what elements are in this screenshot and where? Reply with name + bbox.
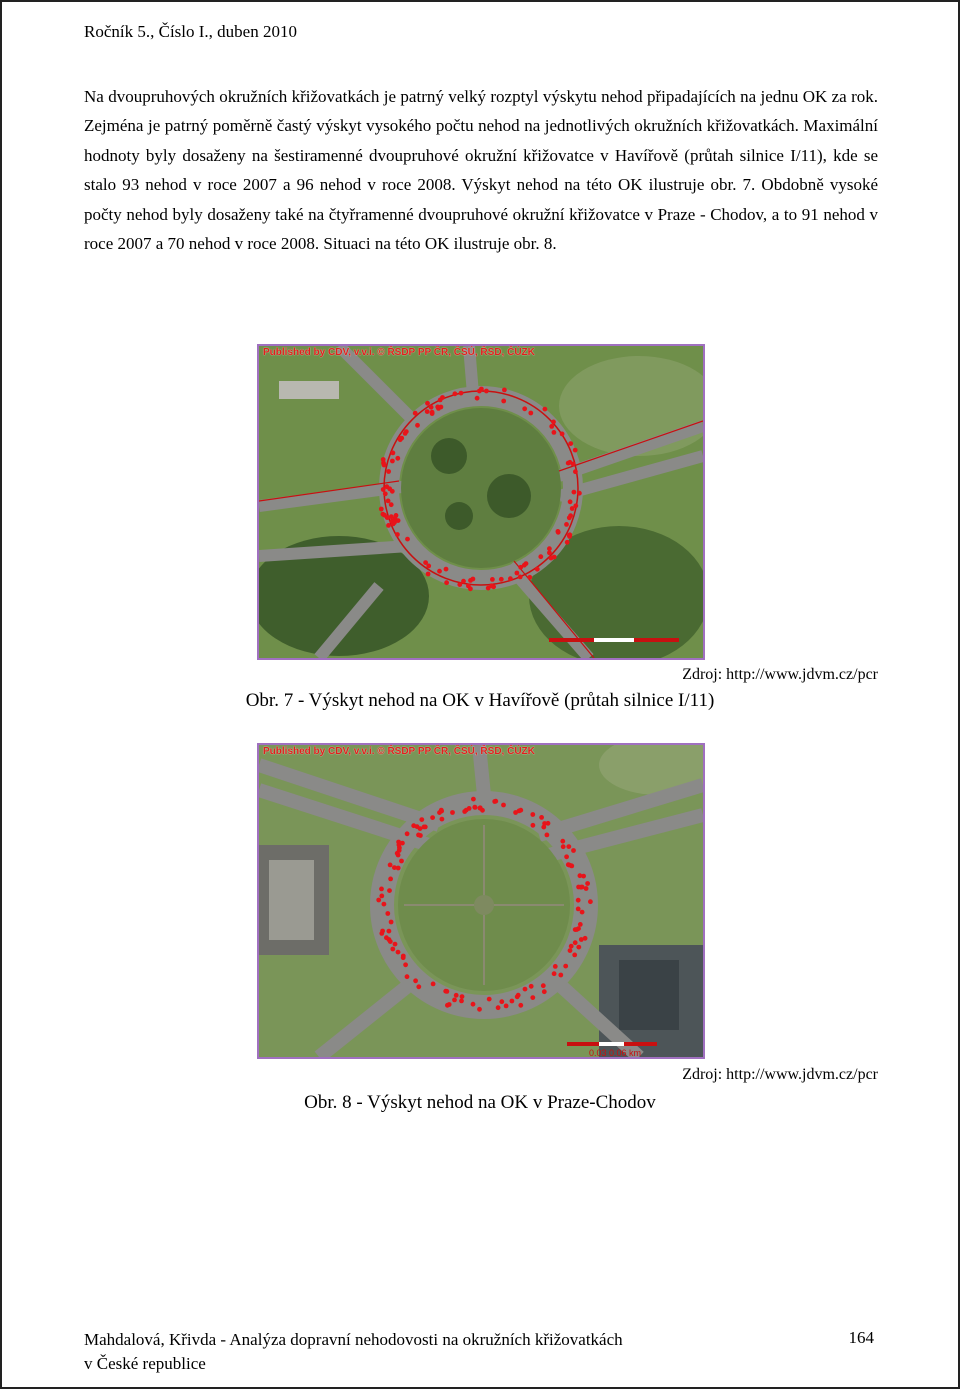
accident-dot <box>403 431 408 436</box>
accident-dot <box>508 576 513 581</box>
accident-dot <box>580 910 585 915</box>
accident-dot <box>552 430 557 435</box>
accident-dot <box>384 935 389 940</box>
accident-dot <box>431 982 436 987</box>
publisher-credit: Published by CDV, v.v.i. © ŘSDP PP ČR, ČSÚ, ŘSD, ČÚZK <box>263 347 535 358</box>
accident-dot <box>396 950 401 955</box>
accident-dot <box>545 833 550 838</box>
accident-dot <box>568 441 573 446</box>
accident-dot <box>468 578 473 583</box>
accident-dot <box>454 993 459 998</box>
accident-dot <box>515 571 520 576</box>
accident-dot <box>379 887 384 892</box>
accident-dot <box>395 851 400 856</box>
accident-dot <box>576 898 581 903</box>
accident-dot <box>416 984 421 989</box>
accident-dot <box>415 423 420 428</box>
accident-dot <box>573 469 578 474</box>
accident-dot <box>573 940 578 945</box>
accident-dot <box>459 999 464 1004</box>
accident-dot <box>565 540 570 545</box>
accident-dot <box>571 848 576 853</box>
accident-dot <box>384 484 389 489</box>
accident-dot <box>502 388 507 393</box>
accident-dot <box>386 523 391 528</box>
accident-dot <box>439 405 444 410</box>
accident-dot <box>387 888 392 893</box>
accident-dot <box>389 502 394 507</box>
accident-dot <box>535 567 540 572</box>
accident-dot <box>401 955 406 960</box>
accident-dot <box>386 469 391 474</box>
accident-dot <box>585 881 590 886</box>
accident-dot <box>552 555 557 560</box>
accident-dot <box>510 999 515 1004</box>
sentence: Na dvoupruhových okružních křižovatkách je patrný velký rozptyl výskytu nehod připadajících na jednu OK za rok. <box>84 87 878 106</box>
accident-dot <box>405 974 410 979</box>
accident-dot <box>527 575 532 580</box>
footer-line: v České republice <box>84 1354 206 1373</box>
accident-dot <box>387 929 392 934</box>
sentence: Výskyt nehod na této OK ilustruje obr. 7. <box>461 175 756 195</box>
accident-dot <box>429 405 434 410</box>
accident-dot <box>552 971 557 976</box>
accident-dot <box>530 995 535 1000</box>
accident-dot <box>541 983 546 988</box>
accident-dot <box>567 532 572 537</box>
accident-dot <box>573 448 578 453</box>
accident-dot <box>388 877 393 882</box>
accident-dot <box>395 456 400 461</box>
map-figure-havirov <box>257 344 705 660</box>
accident-dot <box>551 420 556 425</box>
accident-dot <box>568 948 573 953</box>
accident-dot <box>394 513 399 518</box>
accident-dot <box>570 506 575 511</box>
accident-dot <box>405 537 410 542</box>
accident-dot <box>566 844 571 849</box>
accident-dot <box>518 575 523 580</box>
accident-dot <box>382 902 387 907</box>
accident-dot <box>399 859 404 864</box>
accident-dot <box>564 854 569 859</box>
accident-dot <box>490 577 495 582</box>
accident-dot <box>461 579 466 584</box>
accident-dot <box>419 817 424 822</box>
accident-dot <box>499 999 504 1004</box>
accident-dot <box>522 406 527 411</box>
accident-dot <box>396 840 401 845</box>
accident-dot <box>396 518 401 523</box>
accident-dot <box>479 387 484 392</box>
accident-dot <box>567 515 572 520</box>
accident-dot <box>477 1007 482 1012</box>
accident-dot <box>452 998 457 1003</box>
accident-dot <box>547 550 552 555</box>
accident-dot <box>530 812 535 817</box>
sentence: Obdobně vysoké počty nehod byly dosaženy také na čtyřramenné dvoupruhové okružní křižovatce v Praze - Chodov, a to 91 nehod v roce 2007 a 70 nehod v roce 2008. <box>84 175 879 254</box>
figure-source: Zdroj: http://www.jdvm.cz/pcr <box>682 666 878 683</box>
accident-dot <box>425 409 430 414</box>
accident-dot <box>574 927 579 932</box>
accident-dot <box>430 410 435 415</box>
accident-dot <box>576 945 581 950</box>
accident-dot <box>390 947 395 952</box>
accident-dot <box>523 987 528 992</box>
accident-dot <box>475 396 480 401</box>
map-figure-chodov <box>257 743 705 1059</box>
accident-dot <box>426 572 431 577</box>
accident-dot <box>440 817 445 822</box>
accident-dot <box>413 978 418 983</box>
accident-dot <box>501 803 506 808</box>
accident-dot <box>445 989 450 994</box>
accident-dot <box>553 964 558 969</box>
accident-dot <box>556 530 561 535</box>
accident-dot <box>379 931 384 936</box>
accident-dot <box>516 993 521 998</box>
accident-dot <box>413 411 418 416</box>
accident-dot <box>579 937 584 942</box>
accident-dot <box>581 874 586 879</box>
accident-dot <box>457 582 462 587</box>
figure-source: Zdroj: http://www.jdvm.cz/pcr <box>682 1066 878 1083</box>
accident-dot <box>489 583 494 588</box>
accident-dot <box>437 569 442 574</box>
accident-dot <box>572 490 577 495</box>
accident-dot <box>558 973 563 978</box>
accident-dot <box>473 805 478 810</box>
accident-dot <box>571 462 576 467</box>
accident-dot <box>561 844 566 849</box>
accident-dot <box>518 808 523 813</box>
accident-dot <box>395 532 400 537</box>
accident-dot <box>389 920 394 925</box>
page-number: 164 <box>848 1328 874 1347</box>
accident-dot <box>445 1003 450 1008</box>
footer-line: Mahdalová, Křivda - Analýza dopravní nehodovosti na okružních křižovatkách <box>84 1330 623 1349</box>
accident-dot <box>569 944 574 949</box>
accident-dot <box>460 994 465 999</box>
accident-dot <box>564 522 569 527</box>
publisher-credit: Published by CDV, v.v.i. © ŘSDP PP ČR, ČSÚ, ŘSD, ČÚZK <box>263 746 535 757</box>
accident-dot <box>471 1002 476 1007</box>
accident-dot <box>547 546 552 551</box>
accident-dot <box>453 391 458 396</box>
accident-dot <box>531 823 536 828</box>
accident-dot <box>493 799 498 804</box>
accident-dot <box>518 1003 523 1008</box>
body-paragraph <box>84 82 878 258</box>
accident-dot <box>543 407 548 412</box>
accident-dot <box>398 436 403 441</box>
accident-dot <box>538 554 543 559</box>
accident-dot <box>584 886 589 891</box>
accident-dot <box>504 1004 509 1009</box>
accident-dot <box>496 1005 501 1010</box>
accident-dot <box>385 911 390 916</box>
accident-dot <box>391 451 396 456</box>
accident-dot <box>430 815 435 820</box>
accident-dot <box>528 411 533 416</box>
accident-dot <box>560 839 565 844</box>
accident-dot <box>389 514 394 519</box>
figure-caption: Obr. 7 - Výskyt nehod na OK v Havířově (průtah silnice I/11) <box>245 690 715 711</box>
accident-dot <box>572 953 577 958</box>
accident-dot <box>396 866 401 871</box>
figure-caption: Obr. 8 - Výskyt nehod na OK v Praze-Chodov <box>304 1092 656 1113</box>
accident-dot <box>578 922 583 927</box>
accident-dot <box>416 833 421 838</box>
accident-dot <box>468 586 473 591</box>
accident-dot <box>440 395 445 400</box>
scale-label: 0.03 0.06 km <box>589 1048 642 1057</box>
accident-dot <box>478 805 483 810</box>
accident-dot <box>379 507 384 512</box>
accident-dot <box>403 962 408 967</box>
accident-dot <box>549 424 554 429</box>
aerial-map-chodov <box>259 745 703 1057</box>
accident-dot <box>388 863 393 868</box>
accident-dot <box>444 580 449 585</box>
accident-dot <box>439 808 444 813</box>
accident-dot <box>588 899 593 904</box>
accident-dot <box>381 512 386 517</box>
accident-dot <box>577 491 582 496</box>
accident-dot <box>383 491 388 496</box>
accident-dot <box>499 577 504 582</box>
accident-dot <box>405 831 410 836</box>
accident-dot <box>415 824 420 829</box>
sentence: Zejména je patrný poměrně častý výskyt vysokého počtu nehod na jednotlivých okružních křižovatkách. <box>84 116 799 136</box>
accident-dot <box>425 401 430 406</box>
accident-dot <box>422 825 427 830</box>
accident-dot <box>385 515 390 520</box>
accident-dot <box>568 499 573 504</box>
accident-dot <box>484 389 489 394</box>
accident-dot <box>390 489 395 494</box>
accident-dot <box>426 564 431 569</box>
aerial-map-havirov <box>259 346 703 658</box>
accident-dot <box>576 907 581 912</box>
sentence: Situaci na této OK ilustruje obr. 8. <box>323 234 557 254</box>
accident-dot <box>444 567 449 572</box>
accident-dot <box>501 399 506 404</box>
accident-dot <box>393 942 398 947</box>
accident-dot <box>450 810 455 815</box>
accident-dot <box>379 894 384 899</box>
accident-dot <box>569 864 574 869</box>
accident-dot <box>376 898 381 903</box>
accident-dot <box>459 391 464 396</box>
footer-title <box>84 1328 623 1376</box>
accident-dot <box>487 997 492 1002</box>
accident-dot <box>471 797 476 802</box>
accident-dot <box>467 806 472 811</box>
accident-dot <box>560 432 565 437</box>
accident-dot <box>388 939 393 944</box>
accident-dot <box>529 984 534 989</box>
accident-dot <box>386 499 391 504</box>
accident-dot <box>390 459 395 464</box>
accident-dot <box>542 989 547 994</box>
running-header: Ročník 5., Číslo I., duben 2010 <box>84 22 297 41</box>
accident-dot <box>539 815 544 820</box>
accident-dot <box>579 885 584 890</box>
accident-dot <box>542 821 547 826</box>
accident-dot <box>524 561 529 566</box>
accident-dot <box>563 964 568 969</box>
accident-dot <box>381 457 386 462</box>
sentence: Maximální hodnoty byly dosaženy na šestiramenné dvoupruhové okružní křižovatce v Havířově (průtah silnice I/11), kde se stalo 93 nehod v roce 2007 a 96 nehod v roce 2008. <box>84 116 879 195</box>
